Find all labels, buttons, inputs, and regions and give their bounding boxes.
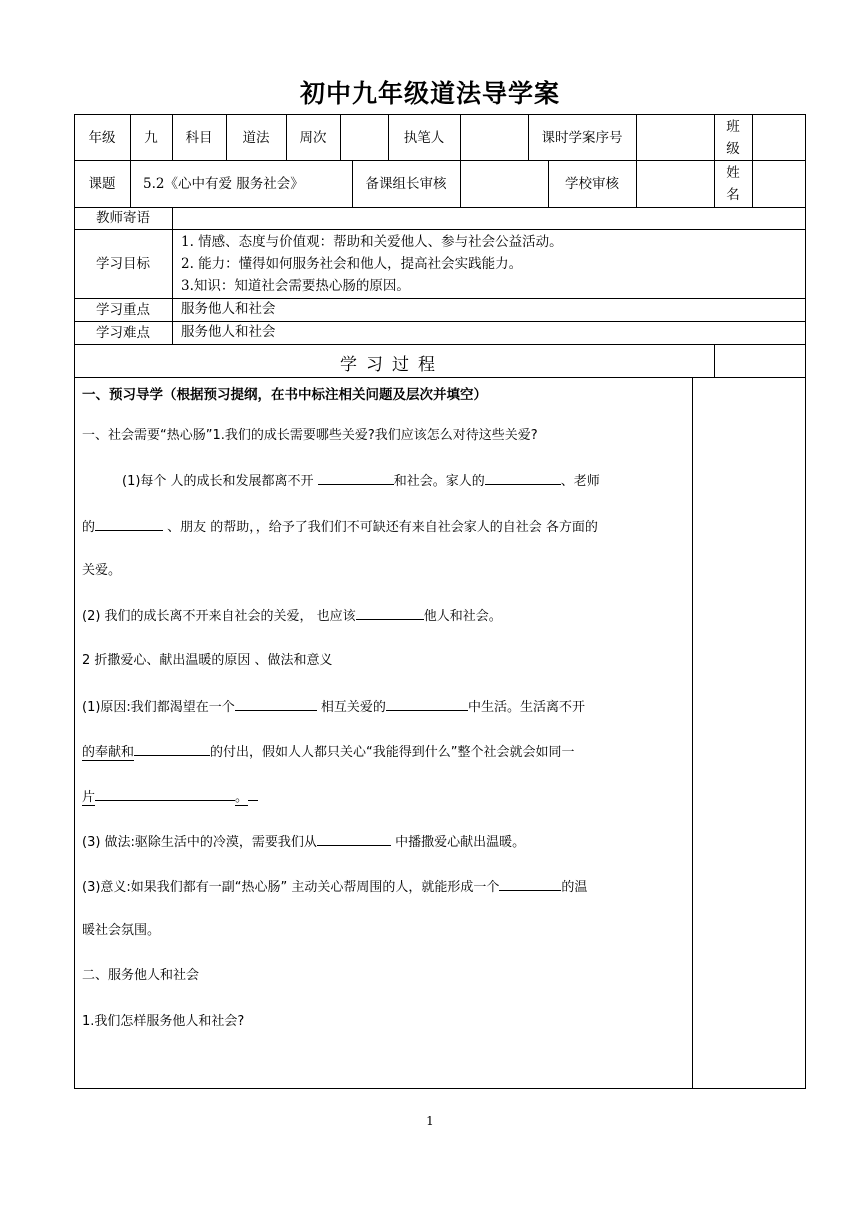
fill-line: (1)每个 人的成长和发展都离不开 和社会。家人的 、老师 <box>122 470 600 492</box>
answer-blank[interactable] <box>485 470 561 485</box>
answer-blank[interactable] <box>356 605 424 620</box>
underline <box>248 786 258 801</box>
question-line: 一、社会需要“热心肠”1.我们的成长需要哪些关爱?我们应该怎么对待这些关爱? <box>82 428 538 443</box>
process-title: 学习过程 <box>340 355 444 375</box>
goal-item: 2. 能力：懂得如何服务社会和他人，提高社会实践能力。 <box>181 256 523 272</box>
fill-line: (3) 做法:驱除生活中的冷漠，需要我们从 中播撒爱心献出温暖。 <box>82 831 525 853</box>
difficulty-label: 学习难点 <box>96 325 150 341</box>
page-title: 初中九年级道法导学案 <box>299 79 560 108</box>
answer-blank[interactable] <box>318 470 394 485</box>
grade-label: 年级 <box>88 130 116 146</box>
writer-label: 执笔人 <box>403 130 445 146</box>
answer-blank[interactable] <box>134 741 210 756</box>
answer-blank[interactable] <box>317 831 391 846</box>
name-label-2: 名 <box>726 187 740 203</box>
section-heading: 一、预习导学（根据预习提纲，在书中标注相关问题及层次并填空） <box>82 387 487 403</box>
teacher-message-label: 教师寄语 <box>96 210 150 226</box>
goals-label: 学习目标 <box>96 256 150 272</box>
answer-blank[interactable] <box>386 696 468 711</box>
week-label: 周次 <box>299 130 327 146</box>
difficulty-value: 服务他人和社会 <box>181 324 276 340</box>
name-label-1: 姓 <box>726 165 740 181</box>
key-point-label: 学习重点 <box>96 302 150 318</box>
topic-value: 5.2《心中有爱 服务社会》 <box>143 176 304 192</box>
fill-line: 片 。 <box>82 786 258 808</box>
answer-blank[interactable] <box>95 786 235 801</box>
leader-review-label: 备课组长审核 <box>365 176 447 192</box>
school-review-label: 学校审核 <box>565 176 619 192</box>
answer-blank[interactable] <box>95 516 163 531</box>
fill-line: (2) 我们的成长离不开来自社会的关爱， 也应该 他人和社会。 <box>82 605 502 627</box>
answer-blank[interactable] <box>235 696 317 711</box>
key-point-value: 服务他人和社会 <box>181 301 276 317</box>
topic-label: 课题 <box>88 176 116 192</box>
lesson-no-label: 课时学案序号 <box>541 130 623 146</box>
goal-item: 1. 情感、态度与价值观：帮助和关爱他人、参与社会公益活动。 <box>181 234 563 250</box>
page-number: 1 <box>426 1114 434 1128</box>
class-label-2: 级 <box>726 141 740 157</box>
grade-value: 九 <box>144 130 158 146</box>
fill-line: 的 、朋友 的帮助，，给予了我们们不可缺还有来自社会家人的自社会 各方面的 <box>82 516 598 538</box>
answer-blank[interactable] <box>499 876 561 891</box>
question-line: 2 折撒爱心、献出温暖的原因 、做法和意义 <box>82 653 333 668</box>
subject-label: 科目 <box>185 130 213 146</box>
subject-value: 道法 <box>242 130 270 146</box>
fill-line: 的奉献和 的付出，假如人人都只关心“我能得到什么”整个社会就会如同一 <box>82 741 575 763</box>
question-line: 1.我们怎样服务他人和社会? <box>82 1014 245 1029</box>
fill-line: (3)意义:如果我们都有一副“热心肠” 主动关心帮周围的人，就能形成一个 的温 <box>82 876 587 898</box>
fill-line: (1)原因:我们都渴望在一个 相互关爱的 中生活。生活离不开 <box>82 696 585 718</box>
class-label-1: 班 <box>726 119 740 135</box>
goal-item: 3.知识：知道社会需要热心肠的原因。 <box>181 278 410 294</box>
text-line: 关爱。 <box>82 563 122 578</box>
text-line: 暖社会氛围。 <box>82 923 161 938</box>
section-heading: 二、服务他人和社会 <box>82 968 200 983</box>
